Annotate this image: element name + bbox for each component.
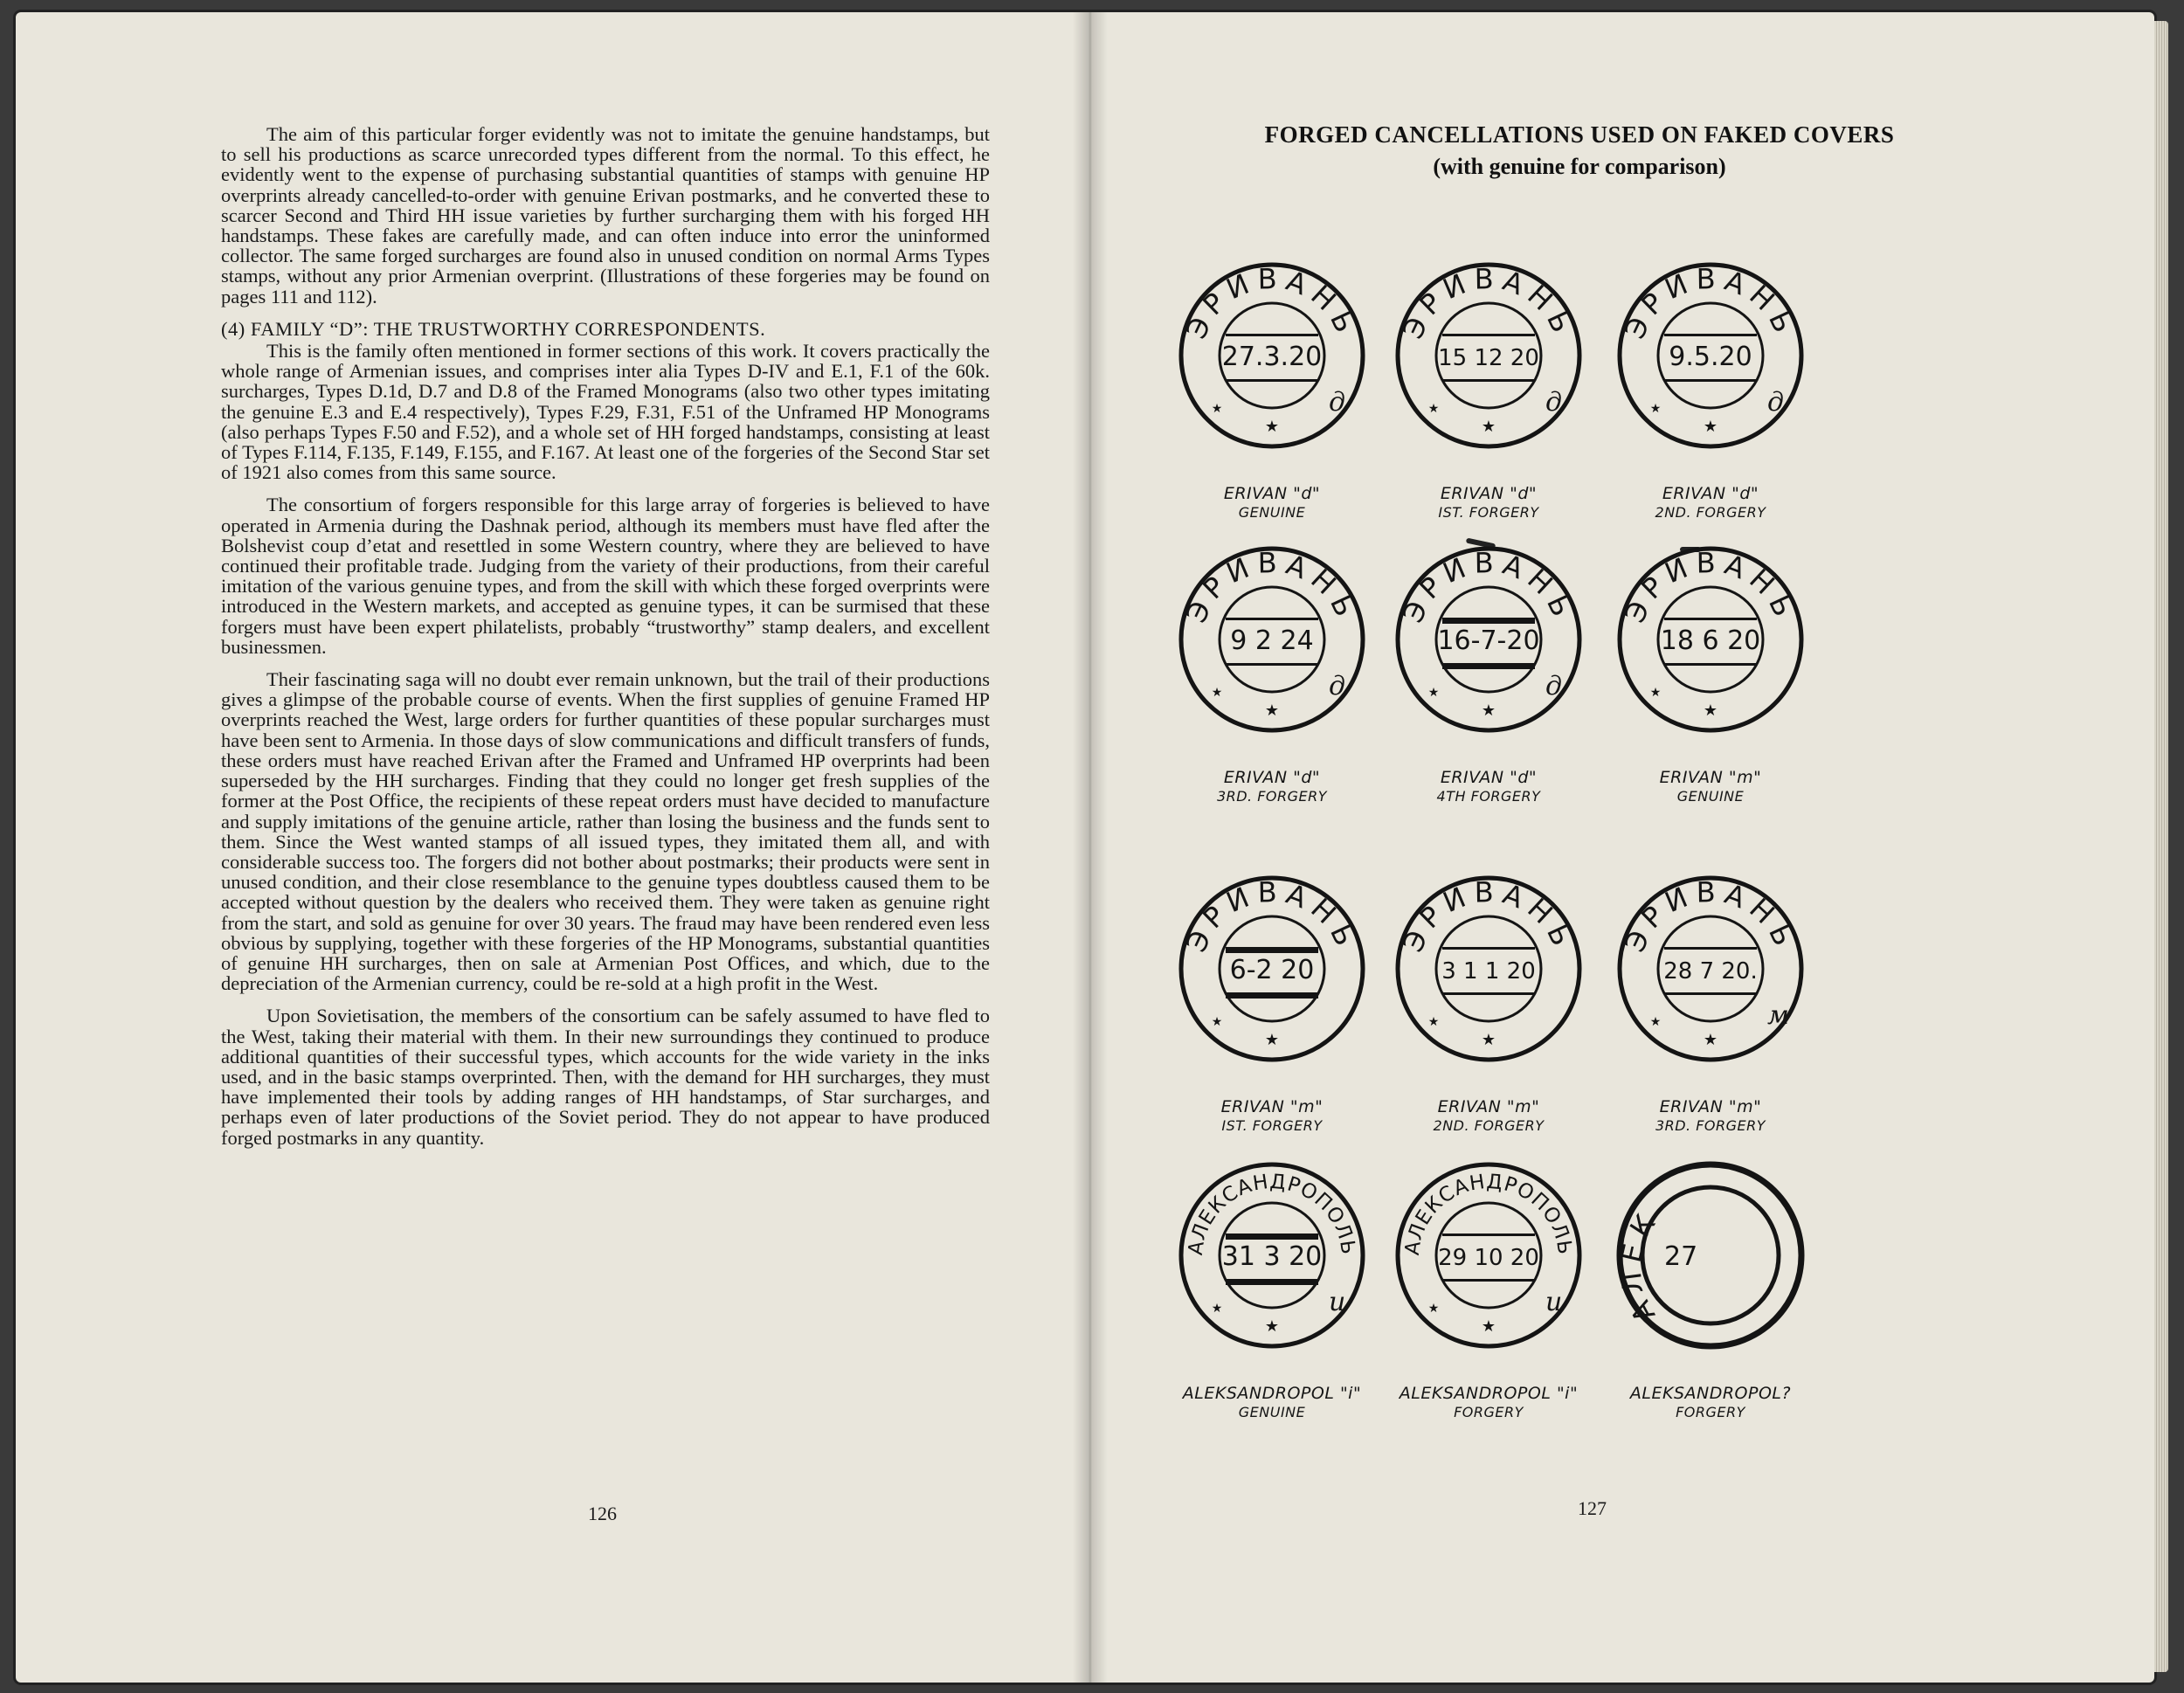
- postmark-index-letter: д: [1545, 671, 1563, 701]
- star-icon: ★: [1649, 686, 1662, 700]
- caption-line-2: 3RD. FORGERY: [1216, 788, 1328, 805]
- star-icon: ★: [1264, 701, 1280, 720]
- star-icon: ★: [1481, 1317, 1496, 1336]
- postmark-index-letter: д: [1767, 387, 1785, 418]
- postmark-date: 27: [1664, 1241, 1698, 1272]
- postmark-bar: [1664, 334, 1757, 336]
- postmark-bar: [1226, 947, 1318, 953]
- caption-line-1: ALEKSANDROPOL?: [1629, 1384, 1792, 1403]
- postmark-bar: [1442, 663, 1535, 669]
- postmark-bar: [1226, 992, 1318, 999]
- postmark-town-name: ЭРИВАНЬ: [1178, 875, 1365, 957]
- postmark-caption: [1375, 1384, 1602, 1422]
- figure-subtitle: (with genuine for comparison): [1433, 154, 1726, 179]
- star-icon: ★: [1427, 1302, 1440, 1316]
- star-icon: ★: [1481, 701, 1496, 720]
- caption-line-1: ERIVAN "d": [1662, 484, 1759, 503]
- caption-line-2: GENUINE: [1238, 504, 1306, 521]
- paragraph-5: Upon Sovietisation, the members of the consortium can be safely assumed to have fled to the West, taking their material with them. In their new surroundings they continued to produce additional quantities of their successful types, which accounts for the wide variety in the inks used, and in the basic stamps overprinted. Then, with the demand for HH surcharges, they must have implemented their tools by adding ranges of HH handstamps, of Star surcharges, and perhaps even of later productions of the Soviet period. They do not appear to have produced forged postmarks in any quantity.: [221, 1005, 990, 1149]
- postmark-bar: [1442, 618, 1535, 624]
- paragraph-3: The consortium of forgers responsible for this large array of forgeries is believed to have operated in Armenia during the Dashnak period, although its members must have fled after the Bolshevist coup d’etat and resettled in some Western country, where they are believed to have continued their profitable trade. Judging from the variety of their productions, from their careful imitation of the various genuine types, and from the skill with which these forged overprints were introduced in the Western markets, and accepted as genuine types, it can be surmised that these forgers must have been expert philatelists, probably “trustworthy” stamp dealers, and excellent businessmen.: [221, 494, 990, 658]
- caption-line-1: ERIVAN "d": [1223, 484, 1321, 503]
- star-icon: ★: [1427, 686, 1440, 700]
- star-icon: ★: [1703, 418, 1718, 436]
- caption-line-1: ERIVAN "d": [1440, 484, 1538, 503]
- postmark-town-name: ЭРИВАНЬ: [1178, 262, 1365, 344]
- star-icon: ★: [1264, 1031, 1280, 1049]
- star-icon: ★: [1481, 418, 1496, 436]
- postmark-date: 29 10 20: [1438, 1245, 1539, 1271]
- star-icon: ★: [1703, 1031, 1718, 1049]
- caption-line-2: IST. FORGERY: [1438, 504, 1539, 521]
- postmark-3: [1610, 255, 1811, 456]
- caption-line-1: ERIVAN "m": [1659, 1097, 1762, 1116]
- postmark-svg: [1610, 1155, 1811, 1356]
- postmark-date: 6-2 20: [1229, 955, 1315, 985]
- postmark-town-name: ЭРИВАНЬ: [1617, 875, 1804, 957]
- postmark-index-letter: м: [1767, 1000, 1789, 1031]
- left-page: [16, 12, 1090, 1683]
- page-number-left: 126: [588, 1503, 617, 1524]
- postmark-date: 27.3.20: [1221, 342, 1323, 372]
- postmark-bar: [1664, 947, 1757, 950]
- postmark-svg: [1388, 255, 1589, 456]
- postmark-town-name: ЭРИВАНЬ: [1617, 546, 1804, 628]
- postmark-index-letter: д: [1545, 387, 1563, 418]
- star-icon: ★: [1427, 1015, 1440, 1029]
- postmark-10: [1171, 1155, 1372, 1356]
- postmark-8: [1388, 868, 1589, 1069]
- caption-line-1: ERIVAN "m": [1437, 1097, 1540, 1116]
- postmark-date: 16-7-20: [1437, 625, 1540, 656]
- postmark-svg: [1388, 539, 1589, 740]
- page-edges: [2154, 21, 2168, 1672]
- postmark-date: 18 6 20: [1660, 625, 1761, 656]
- postmark-caption: [1375, 1097, 1602, 1136]
- left-text-column: [221, 124, 990, 1160]
- caption-line-2: FORGERY: [1454, 1404, 1524, 1420]
- postmark-town-name: ЭРИВАНЬ: [1178, 546, 1365, 628]
- postmark-date: 28 7 20.: [1663, 958, 1758, 985]
- caption-line-2: GENUINE: [1238, 1404, 1306, 1420]
- postmark-svg: [1171, 539, 1372, 740]
- caption-line-1: ALEKSANDROPOL "i": [1182, 1384, 1362, 1403]
- star-icon: ★: [1649, 402, 1662, 416]
- star-icon: ★: [1649, 1015, 1662, 1029]
- postmark-caption: [1597, 484, 1824, 522]
- postmark-caption: [1597, 768, 1824, 806]
- postmark-town-name: ЭРИВАНЬ: [1395, 262, 1582, 344]
- postmark-svg: [1171, 868, 1372, 1069]
- right-page: [1090, 12, 2154, 1683]
- postmark-date: 15 12 20: [1438, 345, 1539, 371]
- caption-line-2: 2ND. FORGERY: [1433, 1117, 1545, 1134]
- caption-line-1: ERIVAN "m": [1659, 768, 1762, 787]
- star-icon: ★: [1264, 1317, 1280, 1336]
- star-icon: ★: [1703, 701, 1718, 720]
- postmark-caption: [1158, 1384, 1386, 1422]
- postmark-caption: [1375, 484, 1602, 522]
- postmark-bar: [1226, 1279, 1318, 1285]
- postmark-town-name: ЭРИВАНЬ: [1395, 546, 1582, 628]
- postmark-caption: [1158, 1097, 1386, 1136]
- postmark-bar: [1226, 334, 1318, 336]
- caption-line-1: ERIVAN "d": [1223, 768, 1321, 787]
- postmark-1: [1171, 255, 1372, 456]
- postmark-town-name: ЭРИВАНЬ: [1395, 875, 1582, 957]
- postmark-index-letter: и: [1545, 1287, 1563, 1317]
- postmark-town-name: АЛЕК: [1613, 1202, 1666, 1328]
- postmark-index-letter: д: [1329, 671, 1346, 701]
- postmark-date: 3 1 1 20: [1441, 958, 1536, 985]
- postmark-bar: [1442, 947, 1535, 950]
- open-book: [16, 12, 2154, 1683]
- postmark-inner-ring: [1642, 1187, 1779, 1323]
- caption-line-2: 3RD. FORGERY: [1655, 1117, 1766, 1134]
- star-icon: ★: [1211, 402, 1223, 416]
- postmark-bar: [1442, 334, 1535, 336]
- paragraph-4: Their fascinating saga will no doubt ever remain unknown, but the trail of their productions gives a glimpse of the probable course of events. When the first supplies of genuine Framed HP overprints reached the West, large orders for further quantities of these popular surcharges must have been sent to Armenia. In those days of slow communications and difficult transfers of funds, these orders must have reached Erivan after the Framed and Unframed HP overprints had been superseded by the HH surcharges. Finding that they could no longer get fresh supplies of the former at the Post Office, the recipients of these repeat orders must have decided to manufacture and supply imitations of the genuine article, rather than losing the business and the funds sent to them. Since the West wanted stamps of all issued types, they imitated them all, and with considerable success too. The forgers did not bother about postmarks; their products were sent in unused condition, and their close resemblance to the genuine types doubtless caused them to be accepted without question by the dealers who received them. They were taken as genuine right from the start, and sold as genuine for over 30 years. The fraud may have been rendered even less obvious by supplying, together with these forgeries of the HP Monograms, substantial quantities of genuine HH surcharges, then on sale at Armenian Post Offices, and which, due to the depreciation of the Armenian currency, could be re-sold at a high profit in the West.: [221, 668, 991, 995]
- postmark-caption: [1375, 768, 1602, 806]
- page-number-right: 127: [1578, 1497, 1607, 1519]
- postmark-caption: [1158, 484, 1386, 522]
- star-icon: ★: [1211, 1302, 1223, 1316]
- postmark-bar: [1226, 1233, 1318, 1240]
- postmark-bar: [1442, 992, 1535, 995]
- caption-line-2: IST. FORGERY: [1221, 1117, 1323, 1134]
- caption-line-1: ERIVAN "m": [1220, 1097, 1324, 1116]
- postmark-bar: [1664, 379, 1757, 382]
- postmark-svg: [1388, 1155, 1589, 1356]
- postmark-bar: [1442, 379, 1535, 382]
- postmark-11: [1388, 1155, 1589, 1356]
- postmark-4: [1171, 539, 1372, 740]
- postmark-9: [1610, 868, 1811, 1069]
- postmark-bar: [1442, 1279, 1535, 1282]
- postmark-6: [1610, 539, 1811, 740]
- spine-shadow: [1073, 12, 1108, 1683]
- caption-line-2: 4TH FORGERY: [1436, 788, 1541, 805]
- postmark-town-name: АЛЕКСАНДРОПОЛЬ: [1184, 1170, 1360, 1257]
- postmark-bar: [1226, 663, 1318, 666]
- figure-title: FORGED CANCELLATIONS USED ON FAKED COVERS: [1264, 121, 1895, 148]
- postmark-12: [1610, 1155, 1811, 1356]
- caption-line-2: FORGERY: [1676, 1404, 1745, 1420]
- postmark-5: [1388, 539, 1589, 740]
- caption-line-2: GENUINE: [1676, 788, 1745, 805]
- star-icon: ★: [1427, 402, 1440, 416]
- postmark-bar: [1442, 1233, 1535, 1236]
- postmark-town-name: ЭРИВАНЬ: [1617, 262, 1804, 344]
- postmark-town-name: АЛЕКСАНДРОПОЛЬ: [1400, 1170, 1577, 1257]
- postmark-bar: [1664, 663, 1757, 666]
- postmark-svg: [1171, 255, 1372, 456]
- postmark-caption: [1597, 1097, 1824, 1136]
- postmark-date: 9.5.20: [1669, 342, 1752, 372]
- postmark-2: [1388, 255, 1589, 456]
- postmark-index-letter: и: [1329, 1287, 1346, 1317]
- postmark-svg: [1388, 868, 1589, 1069]
- caption-line-1: ERIVAN "d": [1440, 768, 1538, 787]
- postmark-date: 31 3 20: [1221, 1241, 1323, 1272]
- postmark-bar: [1664, 992, 1757, 995]
- postmark-bar: [1226, 379, 1318, 382]
- paragraph-1: The aim of this particular forger evidently was not to imitate the genuine handstamps, but to sell his productions as scarce unrecorded types different from the normal. To this effect, he evidently went to the expense of purchasing substantial quantities of stamps with genuine HP overprints already cancelled-to-order with genuine Erivan postmarks, and he converted these to scarcer Second and Third HH issue varieties by further surcharging them with his forged HH handstamps. These fakes are carefully made, and can often induce into error the uninformed collector. The same forged surcharges are found also in unused condition on normal Arms Types stamps, without any prior Armenian overprint. (Illustrations of these forgeries may be found on pages 111 and 112).: [221, 123, 990, 308]
- postmark-svg: [1610, 539, 1811, 740]
- postmark-svg: [1171, 1155, 1372, 1356]
- postmark-caption: [1597, 1384, 1824, 1422]
- postmark-bar: [1664, 618, 1757, 620]
- postmark-svg: [1610, 255, 1811, 456]
- postmark-index-letter: д: [1329, 387, 1346, 418]
- postmark-7: [1171, 868, 1372, 1069]
- star-icon: ★: [1211, 1015, 1223, 1029]
- postmark-bar: [1226, 618, 1318, 620]
- postmark-caption: [1158, 768, 1386, 806]
- paragraph-2: This is the family often mentioned in former sections of this work. It covers practically the whole range of Armenian issues, and comprises inter alia Types D-IV and E.1, F.1 of the 60k. surcharges, Types D.1d, D.7 and D.8 of the Framed Monograms (also two other types imitating the genuine E.3 and E.4 respectively), Types F.29, F.31, F.51 of the Unframed HP Monograms (also perhaps Types F.50 and F.52), and a whole set of HH forged handstamps, consisting at least of Types F.114, F.135, F.149, F.155, and F.167. At least one of the forgeries of the Second Star set of 1921 also comes from this same source.: [221, 340, 990, 484]
- star-icon: ★: [1211, 686, 1223, 700]
- postmark-date: 9 2 24: [1230, 625, 1314, 656]
- caption-line-1: ALEKSANDROPOL "i": [1399, 1384, 1579, 1403]
- caption-line-2: 2ND. FORGERY: [1655, 504, 1766, 521]
- star-icon: ★: [1264, 418, 1280, 436]
- star-icon: ★: [1481, 1031, 1496, 1049]
- section-heading: (4) FAMILY “D”: THE TRUSTWORTHY CORRESPONDENTS.: [221, 317, 766, 340]
- postmark-svg: [1610, 868, 1811, 1069]
